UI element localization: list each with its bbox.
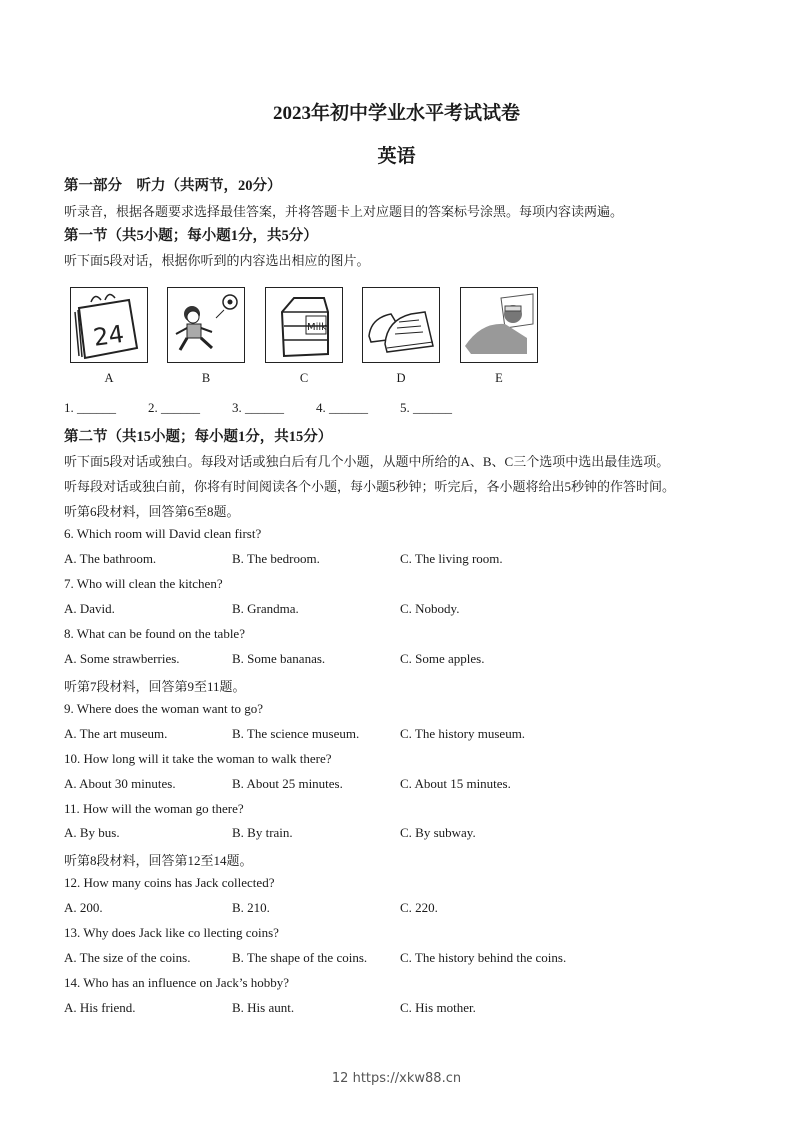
option-b[interactable]: B. By train.: [232, 825, 293, 840]
question-12: 12. How many coins has Jack collected?: [64, 875, 275, 890]
question-7: 7. Who will clean the kitchen?: [64, 576, 223, 591]
option-b[interactable]: B. The science museum.: [232, 726, 360, 741]
section1-instruction: 听下面5段对话，根据你听到的内容选出相应的图片。: [64, 253, 370, 268]
option-c[interactable]: C. The history behind the coins.: [400, 950, 567, 965]
question-13: 13. Why does Jack like co llecting coins?: [64, 925, 279, 940]
option-a[interactable]: A. 200.: [64, 900, 103, 915]
milk-carton-icon: [265, 287, 343, 363]
option-b[interactable]: B. His aunt.: [232, 1000, 295, 1015]
subject-title: 英语: [377, 146, 416, 167]
option-a[interactable]: A. By bus.: [64, 825, 120, 840]
sick-in-bed-icon: [460, 287, 538, 363]
part1-heading: 第一部分 听力（共两节，20分）: [64, 178, 282, 194]
calendar-24-icon: [70, 287, 148, 363]
option-b[interactable]: B. The shape of the coins.: [232, 950, 368, 965]
section1-heading: 第一节（共5小题；每小题1分，共5分）: [64, 228, 318, 244]
option-c[interactable]: C. 220.: [400, 900, 438, 915]
option-a[interactable]: A. The art museum.: [64, 726, 168, 741]
section2-instruction-1: 听下面5段对话或独白。每段对话或独白后有几个小题，从题中所给的A、B、C三个选项中选出最佳选项。: [64, 454, 670, 469]
group-intro-6-8: 听第6段材料，回答第6至8题。: [64, 504, 240, 519]
option-c[interactable]: C. Nobody.: [400, 601, 460, 616]
option-c[interactable]: C. The living room.: [400, 551, 503, 566]
answer-blank-2[interactable]: 2. ______: [148, 400, 200, 415]
question-6: 6. Which room will David clean first?: [64, 526, 262, 541]
group-intro-9-11: 听第7段材料，回答第9至11题。: [64, 679, 246, 694]
exam-title: 2023年初中学业水平考试试卷: [272, 103, 520, 124]
picture-label-d: D: [396, 371, 406, 385]
answer-blank-5[interactable]: 5. ______: [400, 400, 452, 415]
option-b[interactable]: B. 210.: [232, 900, 270, 915]
picture-label-a: A: [104, 371, 114, 385]
option-a[interactable]: A. The bathroom.: [64, 551, 157, 566]
option-a[interactable]: A. David.: [64, 601, 115, 616]
page-footer: 12 https://xkw88.cn: [331, 1071, 462, 1086]
option-c[interactable]: C. By subway.: [400, 825, 476, 840]
option-a[interactable]: A. About 30 minutes.: [64, 776, 176, 791]
picture-label-b: B: [201, 371, 211, 385]
question-10: 10. How long will it take the woman to walk there?: [64, 751, 332, 766]
option-b[interactable]: B. About 25 minutes.: [232, 776, 343, 791]
option-c[interactable]: C. Some apples.: [400, 651, 485, 666]
option-b[interactable]: B. The bedroom.: [232, 551, 320, 566]
option-a[interactable]: A. Some strawberries.: [64, 651, 180, 666]
picture-label-c: C: [299, 371, 309, 385]
answer-blank-4[interactable]: 4. ______: [316, 400, 368, 415]
question-14: 14. Who has an influence on Jack’s hobby?: [64, 975, 290, 990]
option-c[interactable]: C. The history museum.: [400, 726, 526, 741]
boy-kicking-ball-icon: [167, 287, 245, 363]
section2-heading: 第二节（共15小题；每小题1分，共15分）: [64, 429, 333, 445]
option-a[interactable]: A. The size of the coins.: [64, 950, 191, 965]
part1-instruction: 听录音，根据各题要求选择最佳答案，并将答题卡上对应题目的答案标号涂黑。每项内容读两遍。: [64, 204, 624, 219]
option-c[interactable]: C. About 15 minutes.: [400, 776, 511, 791]
question-11: 11. How will the woman go there?: [64, 801, 244, 816]
option-c[interactable]: C. His mother.: [400, 1000, 476, 1015]
picture-label-e: E: [495, 371, 503, 385]
answer-blank-3[interactable]: 3. ______: [232, 400, 284, 415]
group-intro-12-14: 听第8段材料，回答第12至14题。: [64, 853, 253, 868]
option-a[interactable]: A. His friend.: [64, 1000, 136, 1015]
question-9: 9. Where does the woman want to go?: [64, 701, 264, 716]
svg-text:24: 24: [91, 319, 126, 352]
sneakers-icon: [362, 287, 440, 363]
section2-instruction-2: 听每段对话或独白前，你将有时间阅读各个小题，每小题5秒钟；听完后，各小题将给出5秒钟的作答时间。: [64, 479, 676, 494]
answer-blank-1[interactable]: 1. ______: [64, 400, 116, 415]
svg-text:Milk: Milk: [307, 322, 327, 333]
question-8: 8. What can be found on the table?: [64, 626, 245, 641]
option-b[interactable]: B. Grandma.: [232, 601, 299, 616]
option-b[interactable]: B. Some bananas.: [232, 651, 326, 666]
